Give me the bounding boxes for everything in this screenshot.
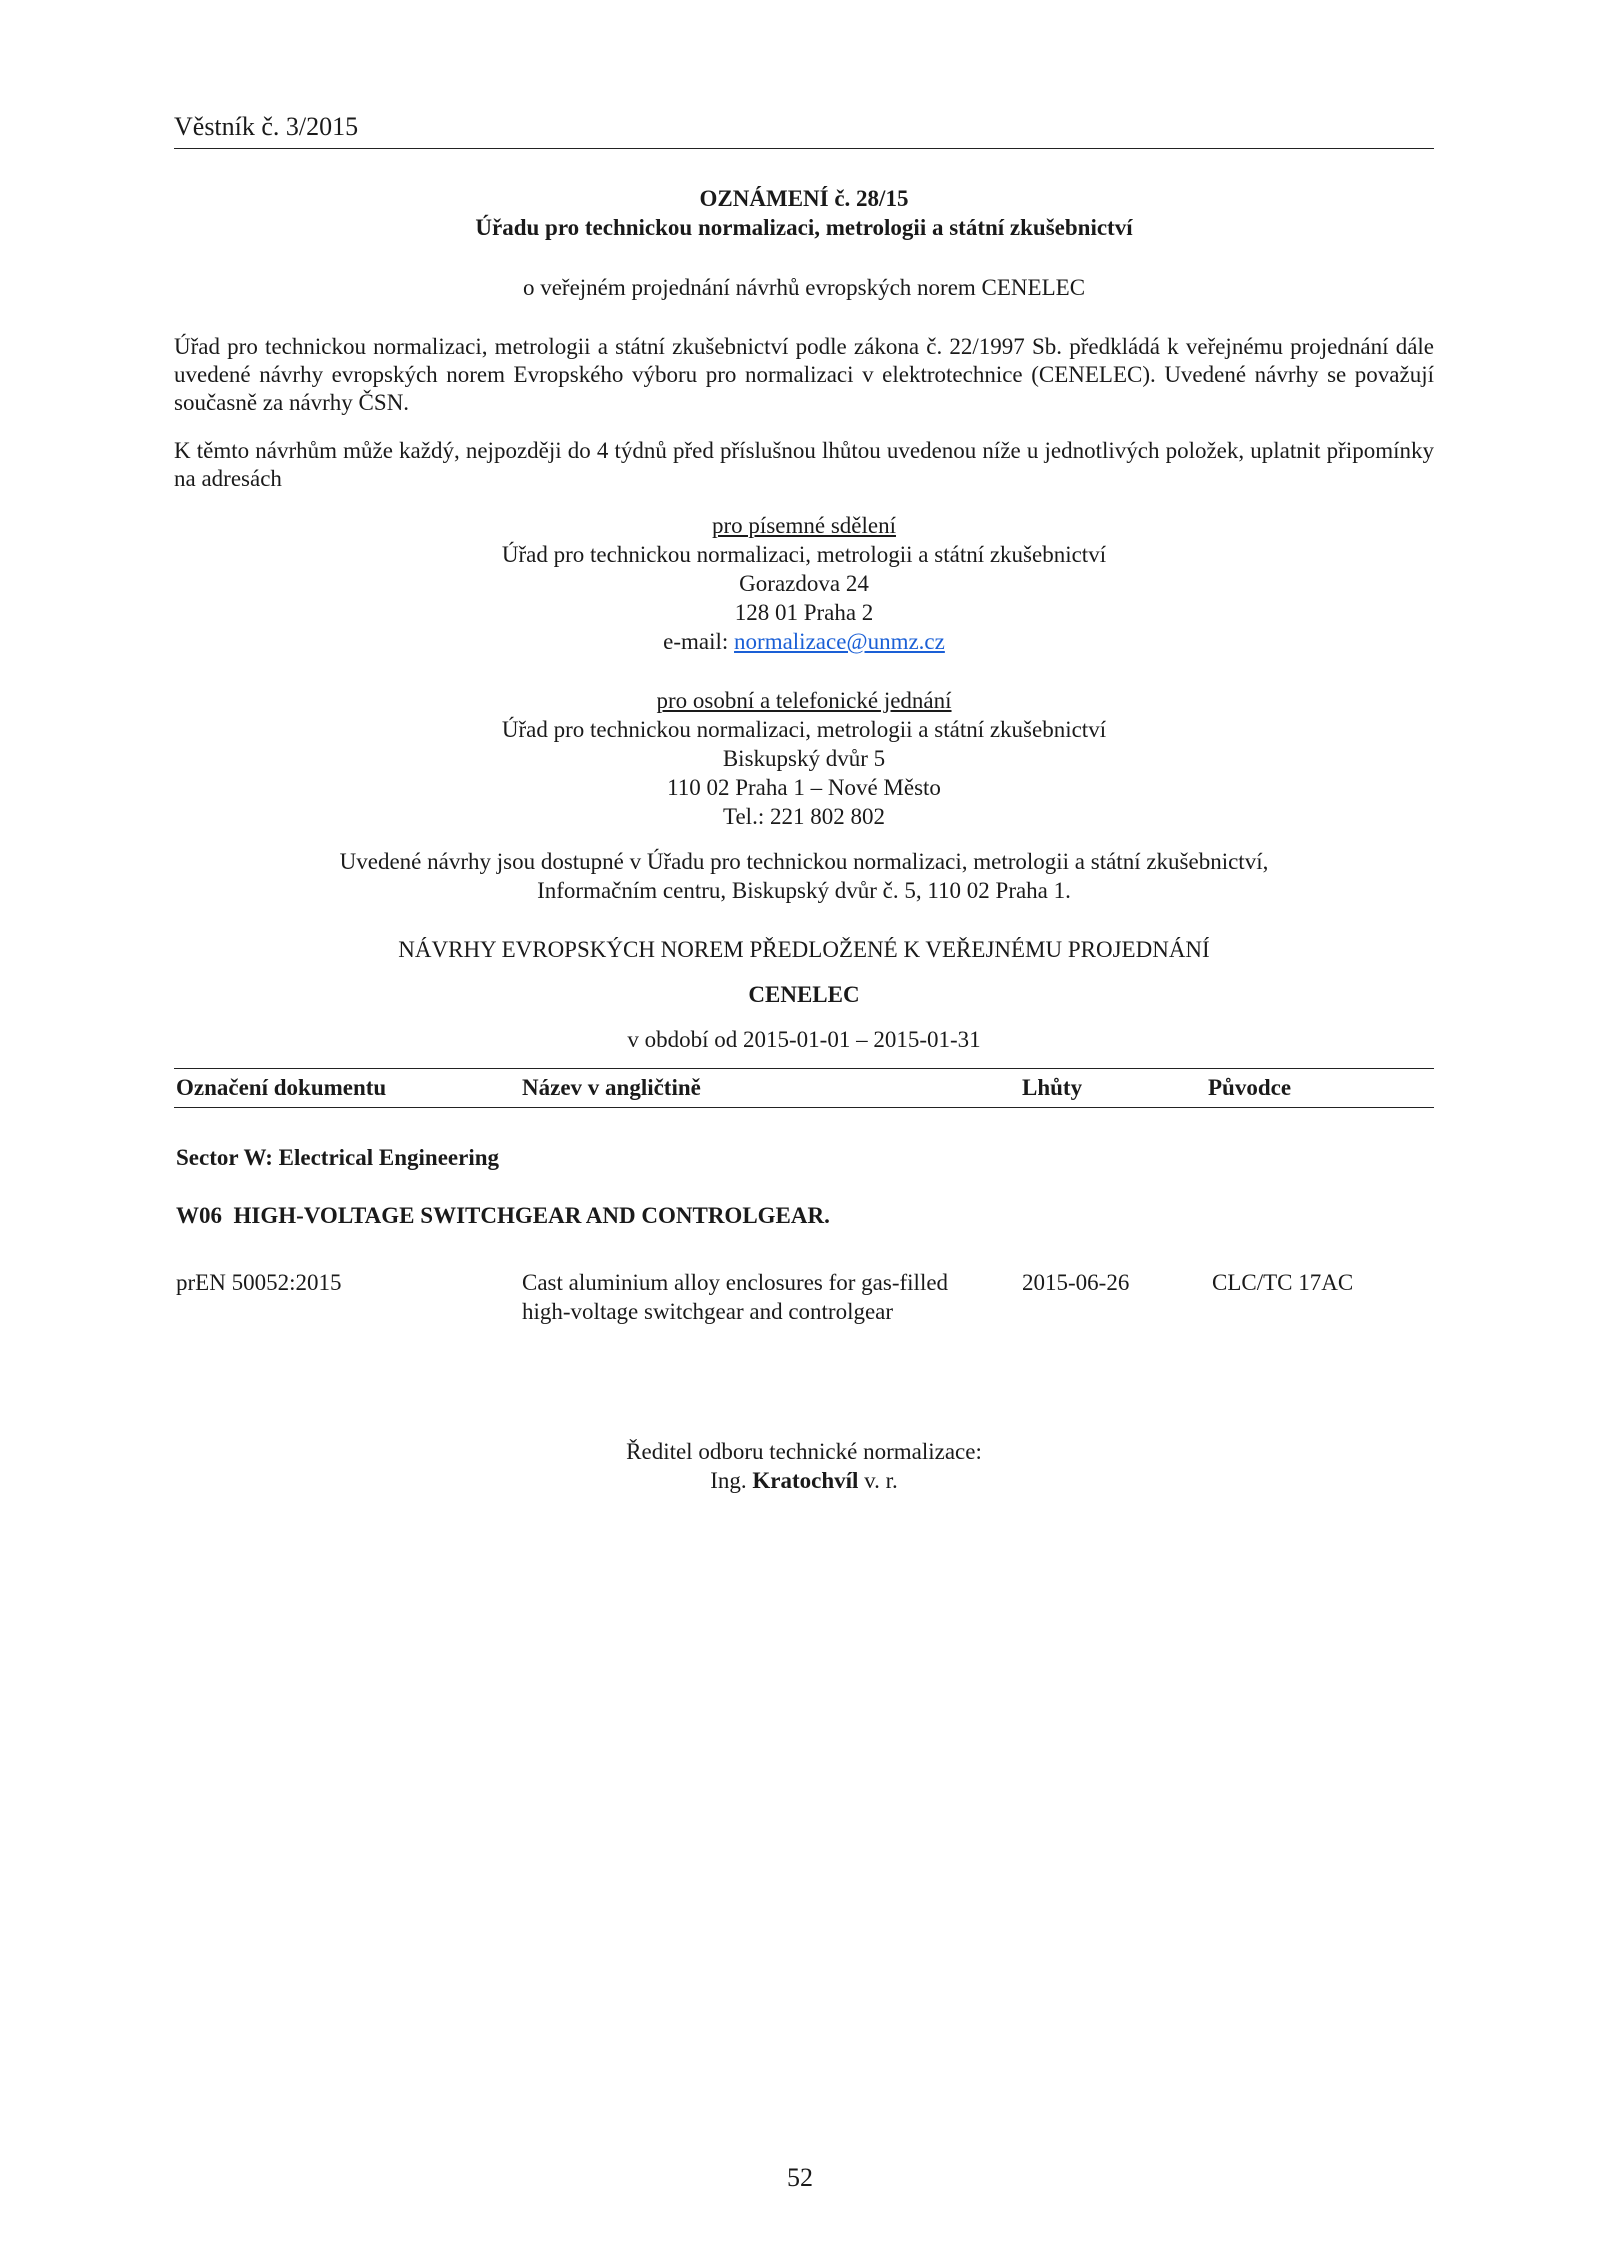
signature-name-line: [174, 1466, 1434, 1495]
personal-phone: Tel.: 221 802 802: [723, 804, 885, 829]
written-street: Gorazdova 24: [739, 571, 869, 596]
signature-role: Ředitel odboru technické normalizace:: [626, 1439, 982, 1464]
section-org: CENELEC: [748, 982, 860, 1007]
row-title-line-1: Cast aluminium alloy enclosures for gas-filled: [522, 1270, 949, 1295]
written-city: 128 01 Praha 2: [734, 600, 874, 625]
row-title-line-2: high-voltage switchgear and controlgear: [522, 1299, 894, 1324]
group-label: W06 HIGH-VOLTAGE SWITCHGEAR AND CONTROLGEAR.: [176, 1203, 830, 1228]
personal-street: Biskupský dvůr 5: [722, 746, 886, 771]
personal-heading: pro osobní a telefonické jednání: [656, 688, 952, 713]
row-originator: CLC/TC 17AC: [1212, 1270, 1354, 1295]
signature-prefix: Ing.: [710, 1468, 753, 1493]
written-address-block: [174, 511, 1434, 656]
personal-org: Úřad pro technickou normalizaci, metrologii a státní zkušebnictví: [501, 717, 1107, 742]
intro-paragraph: Úřad pro technickou normalizaci, metrologii a státní zkušebnictví podle zákona č. 22/1997 Sb. předkládá k veřejnému projednání dále uvedené návrhy evropských norem Evropského výboru pro normalizaci v elektrotechnice (CENELEC). Uvedené návrhy se považují současně za návrhy ČSN.: [174, 334, 1434, 415]
sector-label: Sector W: Electrical Engineering: [176, 1145, 500, 1170]
col-header-deadline: Lhůty: [1022, 1075, 1083, 1100]
col-header-english-title: Název v angličtině: [522, 1075, 701, 1100]
written-org: Úřad pro technickou normalizaci, metrologii a státní zkušebnictví: [501, 542, 1107, 567]
row-deadline: 2015-06-26: [1022, 1270, 1130, 1295]
col-header-document: Označení dokumentu: [176, 1075, 387, 1100]
written-email-line: [174, 627, 1434, 656]
personal-city: 110 02 Praha 1 – Nové Město: [667, 775, 941, 800]
signature-suffix: v. r.: [858, 1468, 898, 1493]
notice-title: OZNÁMENÍ č. 28/15: [699, 186, 909, 211]
notice-topic: o veřejném projednání návrhů evropských norem CENELEC: [522, 275, 1086, 300]
personal-address-block: [174, 686, 1434, 831]
section-period: v období od 2015-01-01 – 2015-01-31: [627, 1027, 981, 1052]
row-document: prEN 50052:2015: [176, 1270, 342, 1295]
availability-line-2: Informačním centru, Biskupský dvůr č. 5, 110 02 Praha 1.: [537, 878, 1071, 903]
signature-name: Kratochvíl: [752, 1468, 859, 1493]
availability-line-1: Uvedené návrhy jsou dostupné v Úřadu pro technickou normalizaci, metrologii a státní zkušebnictví,: [339, 849, 1269, 874]
page-number: 52: [787, 2163, 813, 2192]
table-header: [174, 1068, 1434, 1108]
comments-paragraph: K těmto návrhům může každý, nejpozději do 4 týdnů před příslušnou lhůtou uvedenou níže u jednotlivých položek, uplatnit připomínky na adresách: [174, 438, 1434, 491]
page-header: [174, 112, 1434, 149]
written-heading: pro písemné sdělení: [712, 513, 896, 538]
email-label: e-mail:: [663, 629, 735, 654]
notice-subtitle: Úřadu pro technickou normalizaci, metrologii a státní zkušebnictví: [475, 215, 1133, 240]
signature-block: [174, 1437, 1434, 1495]
availability-block: [174, 847, 1434, 905]
col-header-originator: Původce: [1208, 1075, 1292, 1100]
email-link[interactable]: normalizace@unmz.cz: [734, 629, 945, 654]
section-heading: NÁVRHY EVROPSKÝCH NOREM PŘEDLOŽENÉ K VEŘEJNÉMU PROJEDNÁNÍ: [398, 937, 1210, 962]
row-title: [522, 1268, 948, 1326]
bulletin-title: Věstník č. 3/2015: [174, 112, 359, 141]
